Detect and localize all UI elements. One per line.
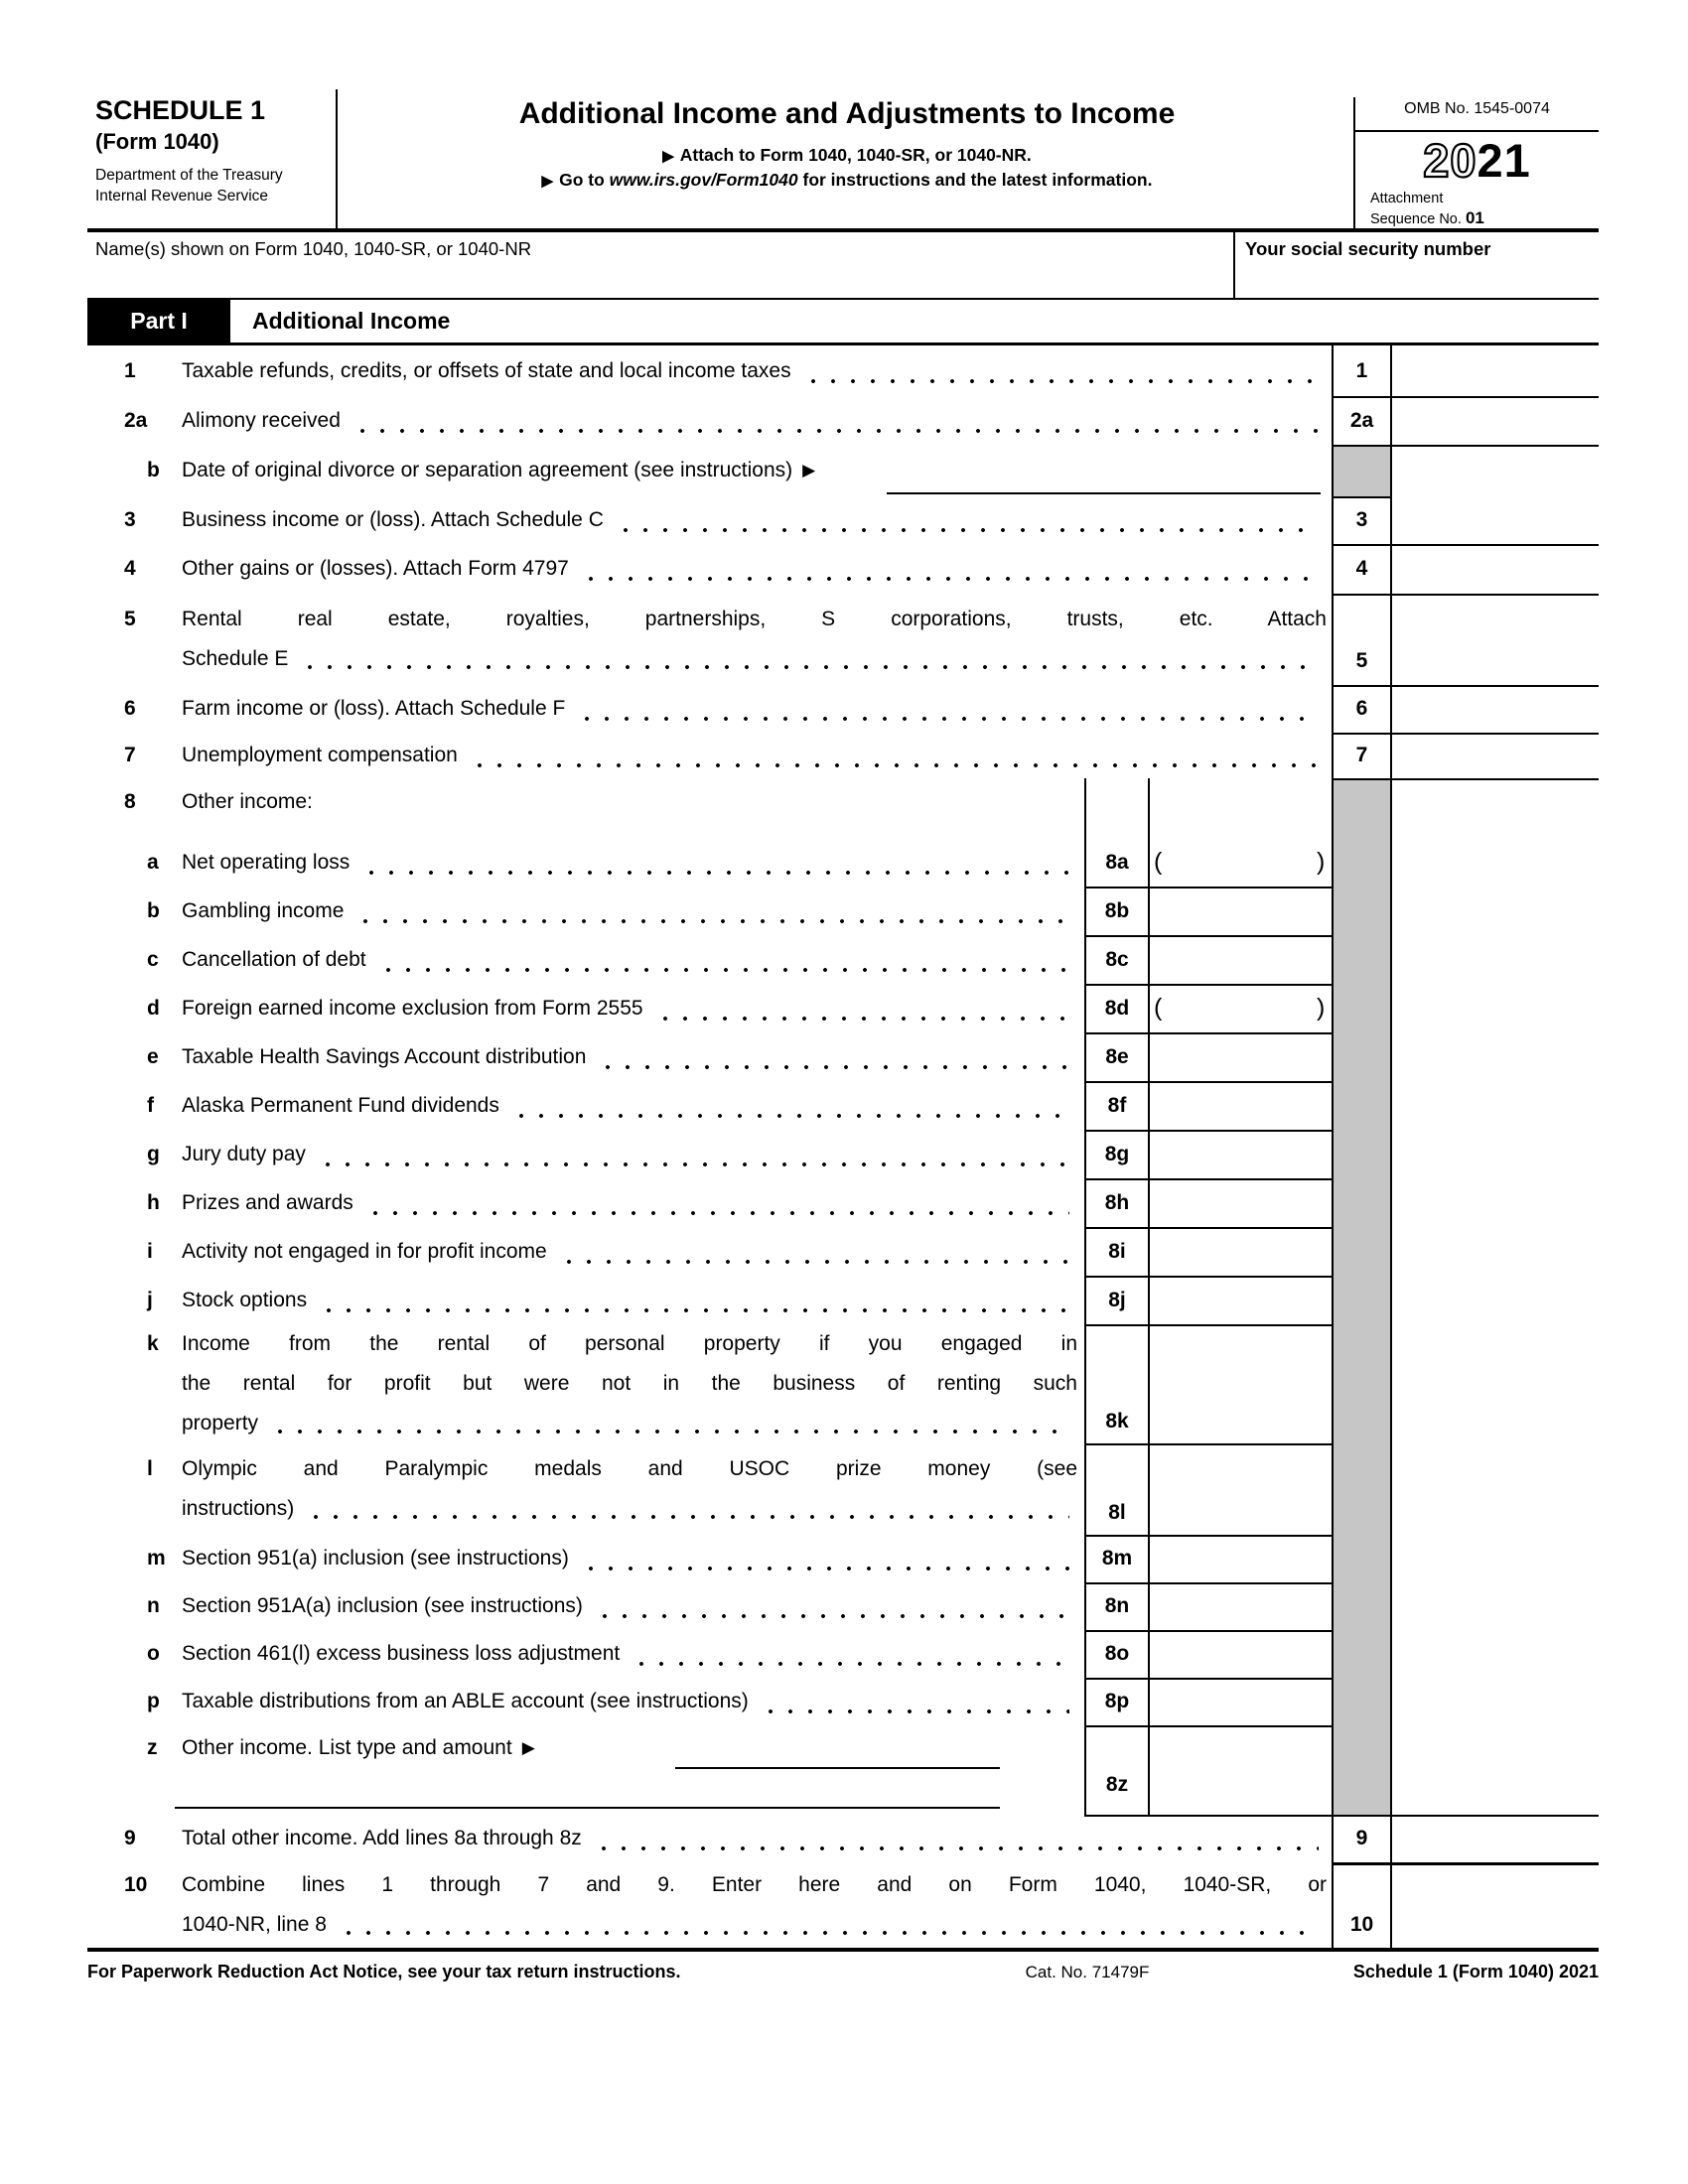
irs-line: Internal Revenue Service [95, 188, 269, 205]
line-6-amount-box[interactable] [1394, 687, 1597, 731]
dot-leader [616, 528, 1319, 532]
line-number: d [147, 996, 160, 1020]
box-number-3: 3 [1355, 508, 1368, 531]
line-number: h [147, 1190, 160, 1214]
sequence-label: Sequence No. 01 [1370, 208, 1484, 227]
line-text: Rental real estate, royalties, partnerships, S corporations, trusts, etc. Attach [182, 608, 1327, 630]
line-text: Total other income. Add lines 8a through 8z [182, 1827, 582, 1849]
box-number-8a: 8a [1105, 850, 1129, 874]
line-number: 6 [124, 697, 136, 720]
line-8p [87, 1678, 1077, 1725]
line-8i [87, 1227, 1077, 1276]
shaded-column-line-8 [1334, 778, 1390, 1815]
dot-leader [803, 379, 1319, 383]
department-line: Department of the Treasury [95, 167, 283, 184]
line-text: Farm income or (loss). Attach Schedule F [182, 697, 566, 720]
line-text: Olympic and Paralympic medals and USOC prize money (see [182, 1457, 1077, 1480]
line-number: c [147, 947, 159, 971]
line-text: instructions) [182, 1497, 295, 1520]
line-8c-amount-box[interactable] [1152, 937, 1332, 982]
line-10-amount-box[interactable] [1394, 1866, 1597, 1946]
box-number-8z: 8z [1105, 1773, 1129, 1796]
box-number-4: 4 [1355, 557, 1368, 580]
line-text: 1040-NR, line 8 [182, 1913, 327, 1936]
box-number-8h: 8h [1104, 1190, 1130, 1214]
dot-leader [306, 1515, 1069, 1519]
line-number: o [147, 1642, 160, 1665]
box-number-6: 6 [1355, 697, 1368, 720]
line-8g-amount-box[interactable] [1152, 1132, 1332, 1176]
line-text: Other gains or (losses). Attach Form 4797 [182, 557, 569, 580]
right-arrow-icon: ▶ [662, 148, 674, 165]
line-number: 10 [124, 1873, 148, 1896]
form-title: Additional Income and Adjustments to Income [518, 97, 1176, 130]
box-number-8b: 8b [1104, 898, 1130, 922]
line-text: Combine lines 1 through 7 and 9. Enter here and on Form 1040, 1040-SR, or [182, 1873, 1327, 1896]
line-text: Unemployment compensation [182, 744, 458, 766]
line-8d [87, 984, 1077, 1032]
dot-leader [632, 1662, 1069, 1666]
line-1-amount-box[interactable] [1394, 347, 1597, 394]
box-number-8c: 8c [1105, 947, 1129, 971]
line-number: k [147, 1332, 159, 1355]
dot-leader [300, 665, 1319, 669]
line-8j [87, 1276, 1077, 1324]
line-8e-amount-box[interactable] [1152, 1034, 1332, 1079]
dot-leader [577, 717, 1319, 721]
line-text: Section 951A(a) inclusion (see instructions) [182, 1594, 583, 1617]
paren-open-8d: ( [1154, 994, 1163, 1022]
line-number: 7 [124, 744, 136, 766]
line-8p-amount-box[interactable] [1152, 1680, 1332, 1723]
line-2b-date-input[interactable] [887, 455, 1321, 492]
goto-instruction: ▶ Go to www.irs.gov/Form1040 for instructions and the latest information. [541, 170, 1153, 190]
line-8g [87, 1130, 1077, 1178]
divorce-date-underline [887, 492, 1321, 494]
line-8k-amount-box[interactable] [1152, 1326, 1332, 1441]
box-number-8m: 8m [1101, 1547, 1133, 1570]
header-bottom-rule [87, 228, 1599, 232]
line-3 [87, 496, 1327, 544]
line-text: Taxable distributions from an ABLE account (see instructions) [182, 1690, 749, 1712]
line-8n [87, 1582, 1077, 1630]
box-number-8k: 8k [1105, 1410, 1129, 1433]
line-number: f [147, 1093, 154, 1117]
line-text: Other income: [182, 790, 313, 813]
line-number: 2a [124, 408, 148, 432]
line-text: Alimony received [182, 408, 341, 432]
irs-url: www.irs.gov/Form1040 [609, 170, 798, 190]
line-text: Income from the rental of personal property if you engaged in [182, 1332, 1077, 1355]
line-2a-amount-box[interactable] [1394, 398, 1597, 443]
box-number-8f: 8f [1107, 1093, 1127, 1117]
dot-leader [270, 1430, 1069, 1433]
dot-leader [355, 919, 1069, 923]
ssn-input[interactable] [1237, 260, 1597, 296]
line-8f-amount-box[interactable] [1152, 1083, 1332, 1128]
line-number: 8 [124, 790, 136, 813]
paren-close-8d: ) [1317, 994, 1326, 1022]
omb-divider [1353, 130, 1599, 132]
dot-leader [511, 1114, 1069, 1118]
box-number-8e: 8e [1105, 1044, 1129, 1068]
line-text: Business income or (loss). Attach Schedule C [182, 508, 604, 531]
dot-leader [581, 577, 1319, 581]
line-8o [87, 1630, 1077, 1678]
dot-leader [598, 1065, 1069, 1069]
box-number-8d: 8d [1104, 996, 1130, 1020]
line-8j-amount-box[interactable] [1152, 1278, 1332, 1322]
box-number-8g: 8g [1104, 1142, 1130, 1165]
line-8a-amount-box[interactable] [1170, 840, 1315, 885]
dot-leader [595, 1614, 1069, 1618]
line-number: a [147, 850, 159, 874]
line-number: e [147, 1044, 159, 1068]
ssn-label: Your social security number [1245, 238, 1491, 259]
dot-leader [365, 1211, 1069, 1215]
dot-leader [559, 1260, 1069, 1264]
line-4-amount-box[interactable] [1394, 546, 1597, 592]
line-8m-amount-box[interactable] [1152, 1537, 1332, 1580]
line-6 [87, 685, 1327, 733]
dot-leader [319, 1308, 1069, 1312]
line-number: 9 [124, 1827, 136, 1849]
line-number: g [147, 1142, 160, 1165]
dot-leader [594, 1846, 1319, 1850]
box-number-8p: 8p [1104, 1690, 1130, 1712]
line-4 [87, 544, 1327, 594]
box-number-9: 9 [1355, 1827, 1368, 1849]
line-text: Other income. List type and amount [182, 1735, 512, 1759]
box-number-7: 7 [1355, 744, 1368, 766]
line-8z-type-input[interactable] [675, 1735, 1000, 1767]
line-2a [87, 396, 1327, 445]
dot-leader [761, 1709, 1069, 1713]
line-8l-amount-box[interactable] [1152, 1445, 1332, 1533]
line-8b-amount-box[interactable] [1152, 888, 1332, 933]
line-number: z [147, 1735, 158, 1759]
line-text: property [182, 1412, 259, 1434]
line-8k [87, 1324, 1077, 1443]
line-7-amount-box[interactable] [1394, 735, 1597, 776]
line-3-amount-box[interactable] [1394, 447, 1597, 542]
right-arrow-icon: ▶ [802, 461, 816, 479]
dot-leader [655, 1017, 1069, 1021]
year-outline-digits: 20 [1423, 134, 1477, 187]
line-text: Activity not engaged in for profit income [182, 1239, 547, 1263]
line-number: 3 [124, 508, 136, 531]
line-number: l [147, 1457, 153, 1480]
box-number-2a: 2a [1349, 408, 1374, 432]
line-5-amount-box[interactable] [1394, 596, 1597, 683]
part1-title: Additional Income [252, 307, 451, 334]
dot-leader [361, 871, 1069, 875]
grid-hline [1332, 1862, 1599, 1865]
box-number-8l: 8l [1108, 1501, 1126, 1524]
line-number: n [147, 1594, 160, 1617]
line-8a [87, 838, 1077, 887]
line-text: Stock options [182, 1288, 308, 1311]
paren-close-8a: ) [1317, 848, 1326, 876]
line-text: Taxable Health Savings Account distribution [182, 1044, 587, 1068]
line-9 [87, 1815, 1327, 1862]
attachment-label: Attachment [1370, 191, 1444, 206]
line-8o-amount-box[interactable] [1152, 1632, 1332, 1676]
line-8l [87, 1443, 1077, 1535]
line-8h [87, 1178, 1077, 1227]
dot-leader [339, 1931, 1319, 1935]
line-8i-amount-box[interactable] [1152, 1229, 1332, 1274]
footer-schedule-label: Schedule 1 (Form 1040) 2021 [1352, 1962, 1599, 1981]
form-bottom-rule [87, 1948, 1599, 1952]
line-8z-amount-box[interactable] [1152, 1727, 1332, 1813]
dot-leader [581, 1567, 1069, 1570]
line-number: 1 [124, 358, 136, 382]
line-7 [87, 733, 1327, 778]
other-income-type-underline [675, 1767, 1000, 1769]
line-text: Schedule E [182, 647, 289, 670]
schedule-label: SCHEDULE 1 [95, 95, 266, 125]
box-number-1: 1 [1355, 358, 1368, 382]
line-number: b [147, 898, 160, 922]
form-label: (Form 1040) [95, 129, 219, 154]
line-number: b [147, 459, 160, 481]
line-text: Foreign earned income exclusion from Form 2555 [182, 996, 643, 1020]
line-8c [87, 935, 1077, 984]
grid-hline [1332, 778, 1599, 780]
line-8b [87, 887, 1077, 935]
name-input[interactable] [89, 260, 1231, 296]
name-label: Name(s) shown on Form 1040, 1040-SR, or 1040-NR [95, 238, 532, 259]
other-income-type-underline-2 [175, 1807, 1000, 1809]
box-number-10: 10 [1349, 1913, 1374, 1936]
line-number: 5 [124, 608, 136, 630]
line-number: 4 [124, 557, 136, 580]
line-8d-amount-box[interactable] [1170, 986, 1315, 1030]
line-text: Date of original divorce or separation agreement (see instructions) [182, 459, 793, 481]
line-8m [87, 1535, 1077, 1582]
line-8f [87, 1081, 1077, 1130]
line-8z-type-input-2[interactable] [175, 1773, 1000, 1805]
line-8 [87, 778, 1327, 836]
line-number: m [147, 1547, 166, 1570]
tax-year: 2021 [1423, 134, 1531, 187]
box-number-8o: 8o [1104, 1642, 1130, 1665]
line-10 [87, 1862, 1327, 1948]
attach-instruction: ▶ Attach to Form 1040, 1040-SR, or 1040-NR. [662, 145, 1032, 165]
header-divider-left [336, 89, 338, 228]
dot-leader [352, 429, 1319, 433]
right-arrow-icon: ▶ [521, 1737, 535, 1757]
line-text: Section 461(l) excess business loss adjustment [182, 1642, 621, 1665]
line-text: Prizes and awards [182, 1190, 353, 1214]
line-8e [87, 1032, 1077, 1081]
dot-leader [470, 763, 1319, 767]
paperwork-notice: For Paperwork Reduction Act Notice, see your tax return instructions. [87, 1962, 681, 1981]
line-8n-amount-box[interactable] [1152, 1584, 1332, 1628]
catalog-number: Cat. No. 71479F [1025, 1963, 1150, 1981]
name-ssn-divider [1233, 232, 1235, 298]
line-text: Alaska Permanent Fund dividends [182, 1093, 499, 1117]
part1-label-box: Part I [87, 298, 230, 343]
line-number: j [147, 1288, 153, 1311]
line-text: Net operating loss [182, 850, 351, 874]
dot-leader [318, 1162, 1069, 1166]
line-5 [87, 594, 1327, 685]
line-text: the rental for profit but were not in the business of renting such [182, 1372, 1077, 1395]
dot-leader [378, 968, 1069, 972]
paren-open-8a: ( [1154, 848, 1163, 876]
line-text: Taxable refunds, credits, or offsets of state and local income taxes [182, 358, 791, 382]
shaded-cell-2b [1334, 445, 1390, 496]
right-arrow-icon: ▶ [541, 173, 554, 190]
line-9-amount-box[interactable] [1394, 1817, 1597, 1860]
box-number-8n: 8n [1104, 1594, 1130, 1617]
line-text: Gambling income [182, 898, 345, 922]
line-1 [87, 345, 1327, 396]
line-number: p [147, 1690, 160, 1712]
line-text: Section 951(a) inclusion (see instructions) [182, 1547, 569, 1570]
line-text: Jury duty pay [182, 1142, 306, 1165]
box-number-5: 5 [1355, 649, 1368, 672]
line-8h-amount-box[interactable] [1152, 1180, 1332, 1225]
box-number-8i: 8i [1108, 1239, 1126, 1263]
line-number: i [147, 1239, 153, 1263]
line-text: Cancellation of debt [182, 947, 366, 971]
omb-number: OMB No. 1545-0074 [1404, 100, 1550, 117]
box-number-8j: 8j [1108, 1288, 1126, 1311]
